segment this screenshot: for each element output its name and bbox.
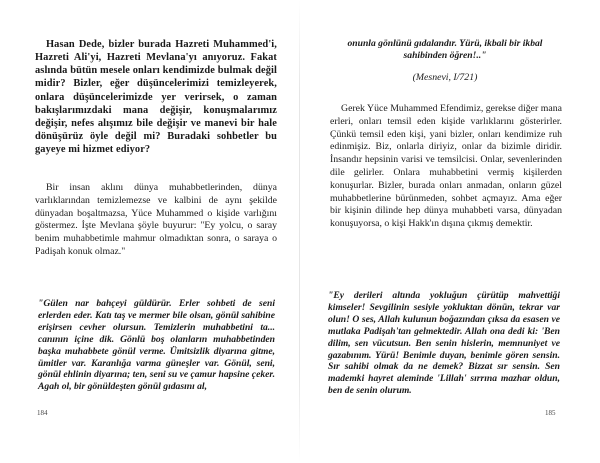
right-page-number: 185	[545, 409, 556, 417]
left-bold-question: Hasan Dede, bizler burada Hazreti Muhammed'i, Hazreti Ali'yi, Hazreti Mevlana'yı anıyoruz. Fakat aslında bütün mesele onları kendimizde bulmak değil midir? Bizler, eğer düşüncelerimizi temizleyerek, onlara düşüncelerimizde yer verirsek, o zaman bakışlarımızdaki mana değişir, konuşmalarımız değişir, nefes alışımız bile değişir ve manevi bir hale dönüşürüz öyle değil mi? Buradaki sohbetler bu gayeye mi hizmet ediyor?	[35, 39, 277, 156]
left-quote: "Gülen nar bahçeyi güldürür. Erler sohbeti de seni erlerden eder. Katı taş ve mermer bile olsan, gönül sahibine erişirsen cevher olursun. Temizlerin muhabbetini ta... canının içine dik. Gönlü boş olanların muhabbetinden başka muhabbete gönül verme. Ümitsizlik diyarına gitme, ümitler var. Karanlığa varma güneşler var. Gönül, seni, gönül ehlinin diyarına; ten, seni su ve çamur hapsine çeker. Agah ol, bir gönüldeşten gönül gıdasını al,	[38, 298, 275, 393]
left-page-number: 184	[37, 409, 48, 417]
left-paragraph: Bir insan aklını dünya muhabbetlerinden, dünya varlıklarından temizlemezse ve kalbini de aynı şekilde dünyadan boşaltmazsa, Yüce Muhammed o kişide varlığını göstermez. İşte Mevlana şöyle buyurur: "Ey yolcu, o saray benim muhabbetimle mahmur olmadıktan sonra, o saraya o Padişah konuk olmaz."	[35, 182, 277, 257]
right-quote: "Ey derileri altında yokluğun çürütüp mahvettiği kimseler! Sevgilinin sesiyle yokluktan dönün, tekrar var olun! O ses, Allah kulunun boğazından çıksa da esasen ve mutlaka Padişah'tan gelmektedir. Allah ona dedi ki: 'Ben dilim, sen vücutsun. Ben senin hislerin, memnuniyet ve gazabınım. Yürü! Benimle duyan, benimle gören sensin. Sır sahibi olmak da ne demek? Bizzat sır sensin. Sen mademki hayret aleminde 'Lillah' sırrına mazhar oldun, ben de senin olurum.	[328, 290, 560, 397]
mesnevi-reference: (Mesnevi, I/721)	[412, 72, 478, 83]
right-quote-continuation: onunla gönlünü gıdalandır. Yürü, ikbali bir ikbal sahibinden öğren!.."	[347, 38, 543, 61]
right-paragraph: Gerek Yüce Muhammed Efendimiz, gerekse diğer mana erleri, onları temsil eden kişide varlıklarını gösterirler. Çünkü temsil eden kişi, yani bizler, onları kendimize ruh edinmişiz. Biz, onlarla diriyiz, onlar da bizimle diridir. İnsandır hepsinin varisi ve temsilcisi. Onlar, sevenlerinden dile gelirler. Onlara muhabbetini vermiş kişilerden konuşurlar. Bizler, burada onları anmadan, onların güzel muhabbetlerine bürünmeden, sohbet açmayız. Ama eğer bir kişinin dilinde hep dünya muhabbeti varsa, dünyadan konuşuyorsa, o kişi Hakk'ın dışına çıkmış demektir.	[330, 103, 562, 230]
